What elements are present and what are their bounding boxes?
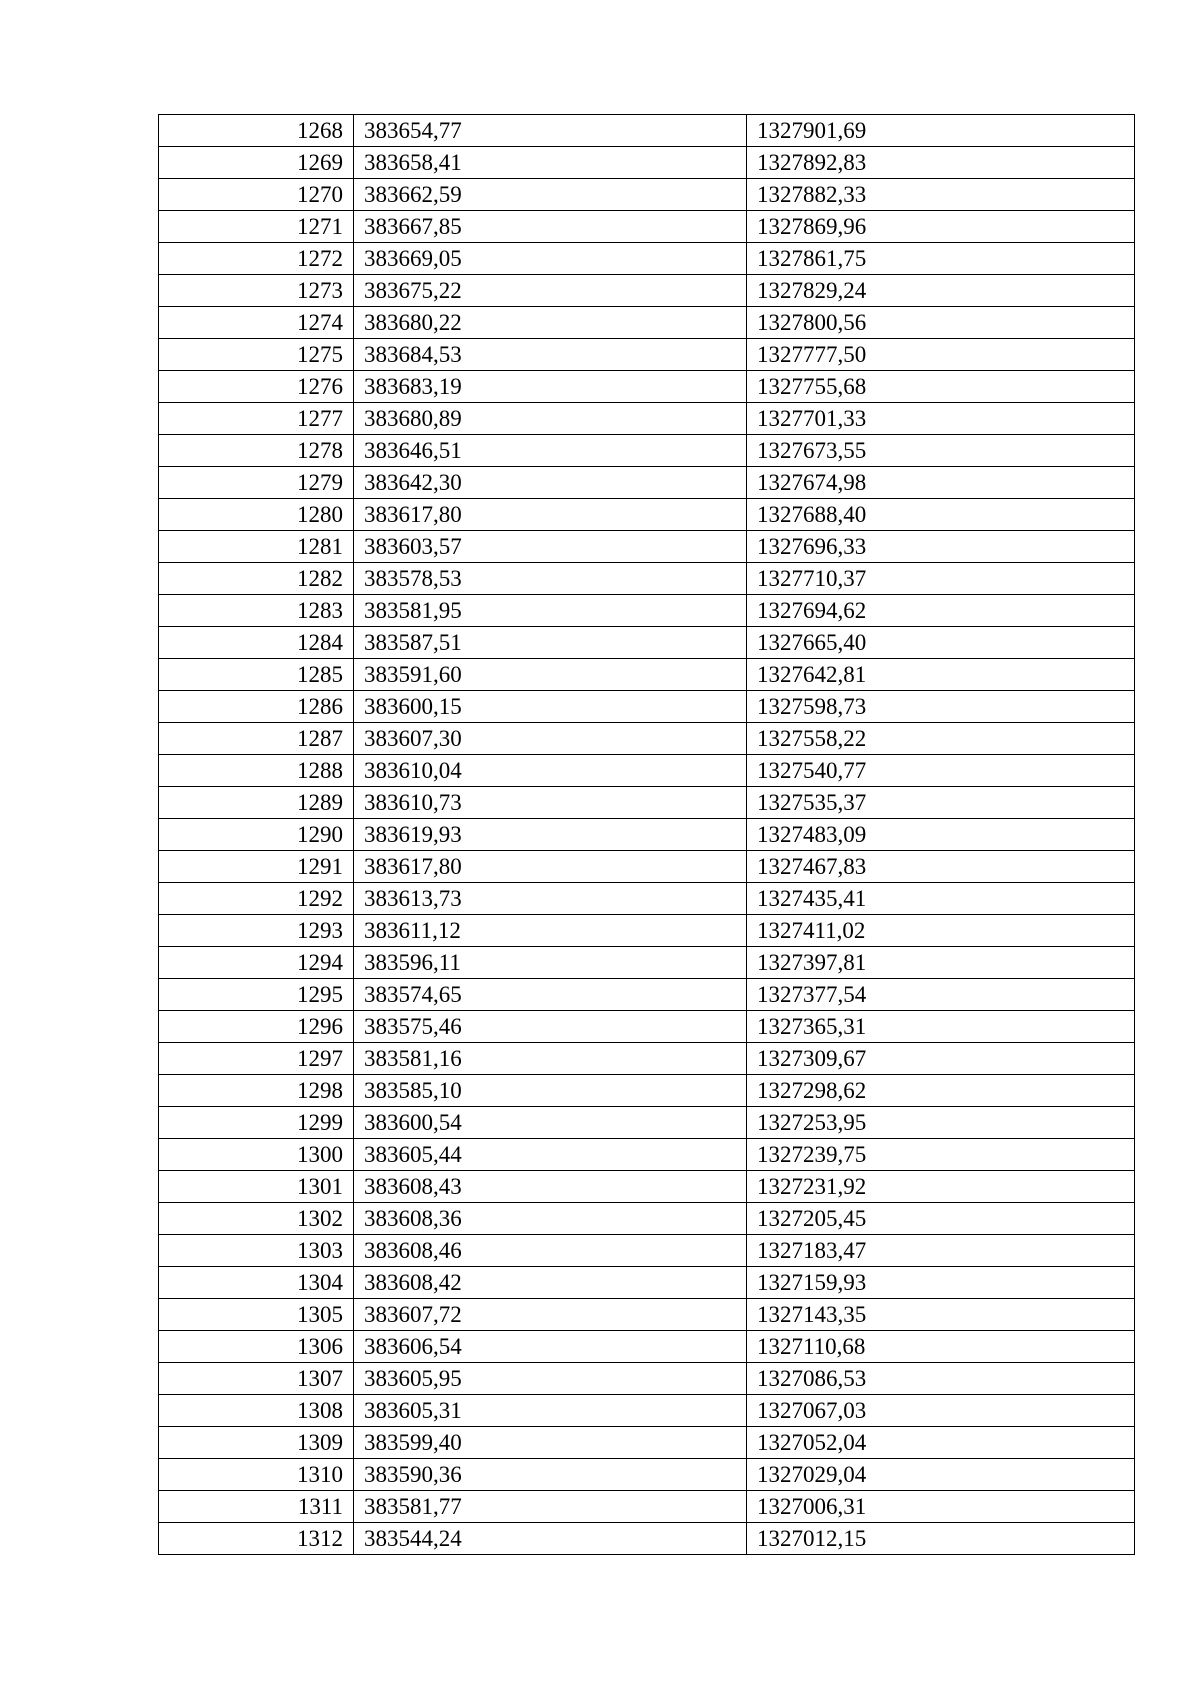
y-coordinate-cell: 1327882,33 — [747, 179, 1135, 211]
x-coordinate-cell: 383617,80 — [354, 851, 747, 883]
x-coordinate-cell: 383587,51 — [354, 627, 747, 659]
x-coordinate-cell: 383610,73 — [354, 787, 747, 819]
point-number-cell: 1271 — [159, 211, 354, 243]
x-coordinate-cell: 383642,30 — [354, 467, 747, 499]
x-coordinate-cell: 383658,41 — [354, 147, 747, 179]
table-row — [159, 1395, 1135, 1427]
point-number-cell: 1284 — [159, 627, 354, 659]
point-number-cell: 1268 — [159, 115, 354, 147]
x-coordinate-cell: 383608,46 — [354, 1235, 747, 1267]
table-row — [159, 115, 1135, 147]
x-coordinate-cell: 383599,40 — [354, 1427, 747, 1459]
y-coordinate-cell: 1327183,47 — [747, 1235, 1135, 1267]
table-row — [159, 851, 1135, 883]
y-coordinate-cell: 1327674,98 — [747, 467, 1135, 499]
y-coordinate-cell: 1327642,81 — [747, 659, 1135, 691]
table-row — [159, 243, 1135, 275]
point-number-cell: 1312 — [159, 1523, 354, 1555]
y-coordinate-cell: 1327540,77 — [747, 755, 1135, 787]
y-coordinate-cell: 1327710,37 — [747, 563, 1135, 595]
table-row — [159, 787, 1135, 819]
x-coordinate-cell: 383675,22 — [354, 275, 747, 307]
point-number-cell: 1279 — [159, 467, 354, 499]
y-coordinate-cell: 1327467,83 — [747, 851, 1135, 883]
x-coordinate-cell: 383669,05 — [354, 243, 747, 275]
table-row — [159, 1043, 1135, 1075]
y-coordinate-cell: 1327892,83 — [747, 147, 1135, 179]
y-coordinate-cell: 1327006,31 — [747, 1491, 1135, 1523]
point-number-cell: 1282 — [159, 563, 354, 595]
table-row — [159, 467, 1135, 499]
point-number-cell: 1275 — [159, 339, 354, 371]
x-coordinate-cell: 383585,10 — [354, 1075, 747, 1107]
table-row — [159, 435, 1135, 467]
x-coordinate-cell: 383684,53 — [354, 339, 747, 371]
point-number-cell: 1294 — [159, 947, 354, 979]
x-coordinate-cell: 383581,77 — [354, 1491, 747, 1523]
table-row — [159, 1075, 1135, 1107]
point-number-cell: 1304 — [159, 1267, 354, 1299]
table-row — [159, 947, 1135, 979]
table-row — [159, 883, 1135, 915]
table-row — [159, 1107, 1135, 1139]
point-number-cell: 1287 — [159, 723, 354, 755]
table-row — [159, 915, 1135, 947]
y-coordinate-cell: 1327298,62 — [747, 1075, 1135, 1107]
x-coordinate-cell: 383600,54 — [354, 1107, 747, 1139]
table-row — [159, 1011, 1135, 1043]
table-row — [159, 1523, 1135, 1555]
table-row — [159, 1363, 1135, 1395]
y-coordinate-cell: 1327086,53 — [747, 1363, 1135, 1395]
point-number-cell: 1311 — [159, 1491, 354, 1523]
y-coordinate-cell: 1327558,22 — [747, 723, 1135, 755]
x-coordinate-cell: 383574,65 — [354, 979, 747, 1011]
y-coordinate-cell: 1327239,75 — [747, 1139, 1135, 1171]
point-number-cell: 1285 — [159, 659, 354, 691]
y-coordinate-cell: 1327598,73 — [747, 691, 1135, 723]
point-number-cell: 1300 — [159, 1139, 354, 1171]
point-number-cell: 1277 — [159, 403, 354, 435]
point-number-cell: 1291 — [159, 851, 354, 883]
y-coordinate-cell: 1327435,41 — [747, 883, 1135, 915]
x-coordinate-cell: 383591,60 — [354, 659, 747, 691]
x-coordinate-cell: 383654,77 — [354, 115, 747, 147]
point-number-cell: 1280 — [159, 499, 354, 531]
y-coordinate-cell: 1327029,04 — [747, 1459, 1135, 1491]
table-row — [159, 307, 1135, 339]
y-coordinate-cell: 1327253,95 — [747, 1107, 1135, 1139]
table-row — [159, 147, 1135, 179]
point-number-cell: 1290 — [159, 819, 354, 851]
point-number-cell: 1310 — [159, 1459, 354, 1491]
table-row — [159, 1331, 1135, 1363]
x-coordinate-cell: 383578,53 — [354, 563, 747, 595]
x-coordinate-cell: 383608,36 — [354, 1203, 747, 1235]
point-number-cell: 1305 — [159, 1299, 354, 1331]
y-coordinate-cell: 1327205,45 — [747, 1203, 1135, 1235]
x-coordinate-cell: 383607,72 — [354, 1299, 747, 1331]
table-row — [159, 1139, 1135, 1171]
table-row — [159, 499, 1135, 531]
table-row — [159, 179, 1135, 211]
point-number-cell: 1283 — [159, 595, 354, 627]
point-number-cell: 1272 — [159, 243, 354, 275]
point-number-cell: 1308 — [159, 1395, 354, 1427]
x-coordinate-cell: 383605,44 — [354, 1139, 747, 1171]
x-coordinate-cell: 383544,24 — [354, 1523, 747, 1555]
point-number-cell: 1289 — [159, 787, 354, 819]
x-coordinate-cell: 383662,59 — [354, 179, 747, 211]
y-coordinate-cell: 1327665,40 — [747, 627, 1135, 659]
y-coordinate-cell: 1327800,56 — [747, 307, 1135, 339]
y-coordinate-cell: 1327231,92 — [747, 1171, 1135, 1203]
x-coordinate-cell: 383581,16 — [354, 1043, 747, 1075]
y-coordinate-cell: 1327777,50 — [747, 339, 1135, 371]
y-coordinate-cell: 1327159,93 — [747, 1267, 1135, 1299]
table-row — [159, 1267, 1135, 1299]
table-row — [159, 1459, 1135, 1491]
x-coordinate-cell: 383619,93 — [354, 819, 747, 851]
x-coordinate-cell: 383617,80 — [354, 499, 747, 531]
point-number-cell: 1292 — [159, 883, 354, 915]
coordinates-table-body — [159, 115, 1135, 1555]
x-coordinate-cell: 383680,89 — [354, 403, 747, 435]
y-coordinate-cell: 1327377,54 — [747, 979, 1135, 1011]
table-row — [159, 275, 1135, 307]
point-number-cell: 1276 — [159, 371, 354, 403]
table-row — [159, 659, 1135, 691]
table-row — [159, 595, 1135, 627]
x-coordinate-cell: 383606,54 — [354, 1331, 747, 1363]
y-coordinate-cell: 1327861,75 — [747, 243, 1135, 275]
table-row — [159, 211, 1135, 243]
table-row — [159, 1235, 1135, 1267]
y-coordinate-cell: 1327755,68 — [747, 371, 1135, 403]
table-row — [159, 1171, 1135, 1203]
point-number-cell: 1302 — [159, 1203, 354, 1235]
y-coordinate-cell: 1327694,62 — [747, 595, 1135, 627]
point-number-cell: 1301 — [159, 1171, 354, 1203]
table-row — [159, 403, 1135, 435]
x-coordinate-cell: 383683,19 — [354, 371, 747, 403]
y-coordinate-cell: 1327901,69 — [747, 115, 1135, 147]
x-coordinate-cell: 383581,95 — [354, 595, 747, 627]
x-coordinate-cell: 383610,04 — [354, 755, 747, 787]
y-coordinate-cell: 1327829,24 — [747, 275, 1135, 307]
y-coordinate-cell: 1327012,15 — [747, 1523, 1135, 1555]
x-coordinate-cell: 383600,15 — [354, 691, 747, 723]
point-number-cell: 1278 — [159, 435, 354, 467]
y-coordinate-cell: 1327143,35 — [747, 1299, 1135, 1331]
table-row — [159, 1427, 1135, 1459]
point-number-cell: 1269 — [159, 147, 354, 179]
y-coordinate-cell: 1327397,81 — [747, 947, 1135, 979]
y-coordinate-cell: 1327309,67 — [747, 1043, 1135, 1075]
x-coordinate-cell: 383608,43 — [354, 1171, 747, 1203]
y-coordinate-cell: 1327067,03 — [747, 1395, 1135, 1427]
y-coordinate-cell: 1327365,31 — [747, 1011, 1135, 1043]
table-row — [159, 531, 1135, 563]
y-coordinate-cell: 1327483,09 — [747, 819, 1135, 851]
x-coordinate-cell: 383667,85 — [354, 211, 747, 243]
point-number-cell: 1281 — [159, 531, 354, 563]
point-number-cell: 1296 — [159, 1011, 354, 1043]
table-row — [159, 819, 1135, 851]
x-coordinate-cell: 383611,12 — [354, 915, 747, 947]
point-number-cell: 1288 — [159, 755, 354, 787]
x-coordinate-cell: 383607,30 — [354, 723, 747, 755]
y-coordinate-cell: 1327052,04 — [747, 1427, 1135, 1459]
table-row — [159, 1491, 1135, 1523]
point-number-cell: 1273 — [159, 275, 354, 307]
point-number-cell: 1293 — [159, 915, 354, 947]
point-number-cell: 1297 — [159, 1043, 354, 1075]
table-row — [159, 339, 1135, 371]
x-coordinate-cell: 383608,42 — [354, 1267, 747, 1299]
x-coordinate-cell: 383596,11 — [354, 947, 747, 979]
point-number-cell: 1274 — [159, 307, 354, 339]
y-coordinate-cell: 1327701,33 — [747, 403, 1135, 435]
y-coordinate-cell: 1327869,96 — [747, 211, 1135, 243]
x-coordinate-cell: 383590,36 — [354, 1459, 747, 1491]
point-number-cell: 1298 — [159, 1075, 354, 1107]
y-coordinate-cell: 1327688,40 — [747, 499, 1135, 531]
point-number-cell: 1306 — [159, 1331, 354, 1363]
point-number-cell: 1303 — [159, 1235, 354, 1267]
y-coordinate-cell: 1327110,68 — [747, 1331, 1135, 1363]
x-coordinate-cell: 383605,31 — [354, 1395, 747, 1427]
point-number-cell: 1295 — [159, 979, 354, 1011]
table-row — [159, 371, 1135, 403]
y-coordinate-cell: 1327535,37 — [747, 787, 1135, 819]
table-row — [159, 691, 1135, 723]
table-row — [159, 1299, 1135, 1331]
table-row — [159, 723, 1135, 755]
table-row — [159, 979, 1135, 1011]
coordinates-table — [158, 114, 1135, 1555]
point-number-cell: 1299 — [159, 1107, 354, 1139]
x-coordinate-cell: 383575,46 — [354, 1011, 747, 1043]
point-number-cell: 1286 — [159, 691, 354, 723]
y-coordinate-cell: 1327411,02 — [747, 915, 1135, 947]
table-row — [159, 627, 1135, 659]
x-coordinate-cell: 383613,73 — [354, 883, 747, 915]
table-row — [159, 755, 1135, 787]
x-coordinate-cell: 383605,95 — [354, 1363, 747, 1395]
point-number-cell: 1270 — [159, 179, 354, 211]
y-coordinate-cell: 1327673,55 — [747, 435, 1135, 467]
point-number-cell: 1309 — [159, 1427, 354, 1459]
x-coordinate-cell: 383680,22 — [354, 307, 747, 339]
point-number-cell: 1307 — [159, 1363, 354, 1395]
x-coordinate-cell: 383603,57 — [354, 531, 747, 563]
y-coordinate-cell: 1327696,33 — [747, 531, 1135, 563]
table-row — [159, 563, 1135, 595]
table-row — [159, 1203, 1135, 1235]
x-coordinate-cell: 383646,51 — [354, 435, 747, 467]
